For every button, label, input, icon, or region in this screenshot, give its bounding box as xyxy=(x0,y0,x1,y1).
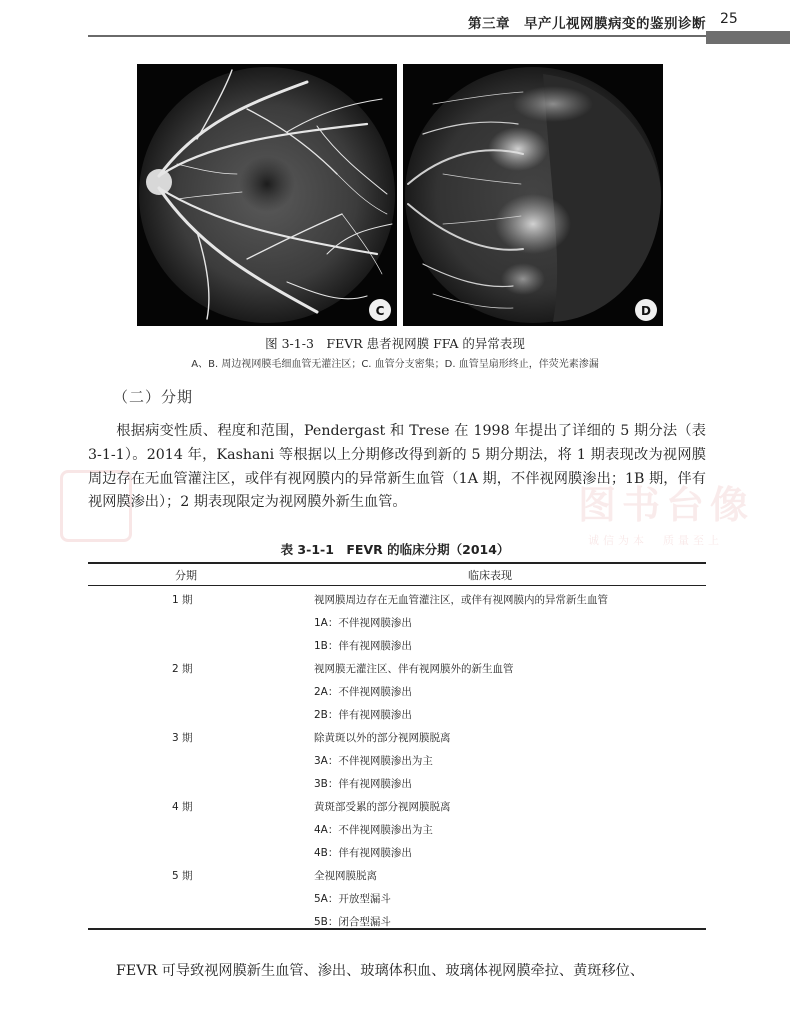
table-cell-stage: 5 期 xyxy=(172,870,193,882)
table-row xyxy=(0,914,790,937)
table-top-rule xyxy=(88,562,706,564)
table-cell-clinical: 4B：伴有视网膜渗出 xyxy=(314,847,412,859)
table-cell-clinical: 5A：开放型漏斗 xyxy=(314,893,391,905)
table-row xyxy=(0,707,790,730)
fundus-image-c xyxy=(137,64,397,326)
fundus-c-graphic xyxy=(137,64,397,326)
table-row xyxy=(0,661,790,684)
table-cell-clinical: 3B：伴有视网膜渗出 xyxy=(314,778,412,790)
table-cell-clinical: 视网膜无灌注区、伴有视网膜外的新生血管 xyxy=(314,663,514,675)
watermark-text: 图书台像 xyxy=(578,482,755,527)
table-bottom-rule xyxy=(88,928,706,930)
table-cell-clinical: 1A：不伴视网膜渗出 xyxy=(314,617,412,629)
section-heading: （二）分期 xyxy=(113,388,194,406)
table-cell-clinical: 除黄斑以外的部分视网膜脱离 xyxy=(314,732,451,744)
table-row xyxy=(0,845,790,868)
table-cell-clinical: 黄斑部受累的部分视网膜脱离 xyxy=(314,801,451,813)
panel-c-label: C xyxy=(375,304,385,318)
watermark-slogan: 诚信为本 质量至上 xyxy=(588,534,723,547)
table-row xyxy=(0,753,790,776)
table-row xyxy=(0,776,790,799)
table-cell-stage: 1 期 xyxy=(172,594,193,606)
table-cell-clinical: 5B：闭合型漏斗 xyxy=(314,916,391,928)
panel-d-label: D xyxy=(641,304,651,318)
table-cell-clinical: 2A：不伴视网膜渗出 xyxy=(314,686,412,698)
table-row xyxy=(0,592,790,615)
table-title: 表 3-1-1 FEVR 的临床分期（2014） xyxy=(280,542,510,557)
running-header xyxy=(0,0,790,46)
table-row xyxy=(0,684,790,707)
table-header-rule xyxy=(88,585,706,586)
table-row xyxy=(0,730,790,753)
table-cell-stage: 3 期 xyxy=(172,732,193,744)
table-cell-stage: 4 期 xyxy=(172,801,193,813)
table-cell-clinical: 4A：不伴视网膜渗出为主 xyxy=(314,824,433,836)
table-row xyxy=(0,868,790,891)
fundus-image-d xyxy=(403,64,663,326)
continuation-text: FEVR 可导致视网膜新生血管、渗出、玻璃体积血、玻璃体视网膜牵拉、黄斑移位、 xyxy=(116,963,645,979)
table-header-stage: 分期 xyxy=(175,569,197,582)
header-rule xyxy=(88,35,706,37)
table-header-clinical: 临床表现 xyxy=(468,569,512,582)
table-cell-clinical: 2B：伴有视网膜渗出 xyxy=(314,709,412,721)
chapter-title: 第三章 早产儿视网膜病变的鉴别诊断 xyxy=(468,16,706,32)
header-tab-block xyxy=(706,31,790,44)
body-paragraph xyxy=(88,420,706,515)
fundus-d-graphic xyxy=(403,64,663,326)
table-cell-clinical: 全视网膜脱离 xyxy=(314,870,377,882)
table-cell-clinical: 视网膜周边存在无血管灌注区，或伴有视网膜内的异常新生血管 xyxy=(314,594,608,606)
figure-caption: 图 3-1-3 FEVR 患者视网膜 FFA 的异常表现 xyxy=(265,336,525,351)
table-row xyxy=(0,822,790,845)
table-cell-clinical: 3A：不伴视网膜渗出为主 xyxy=(314,755,433,767)
table-row xyxy=(0,799,790,822)
figure-subcaption: A、B. 周边视网膜毛细血管无灌注区；C. 血管分支密集；D. 血管呈扇形终止，伴荧光素渗漏 xyxy=(191,359,599,370)
table-cell-clinical: 1B：伴有视网膜渗出 xyxy=(314,640,412,652)
page-number: 25 xyxy=(720,11,738,27)
table-row xyxy=(0,638,790,661)
table-row xyxy=(0,891,790,914)
table-row xyxy=(0,615,790,638)
body-paragraph-text: 根据病变性质、程度和范围，Pendergast 和 Trese 在 1998 年提出了详细的 5 期分法（表 3-1-1）。2014 年，Kashani 等根据以上分期修改得到新的 5 期分期法，将 1 期表现改为视网膜周边存在无血管灌注区，或伴有视网膜内的异常新生血管（1A 期，不伴视网膜渗出；1B 期，伴有视网膜渗出）；2 期表现限定为视网膜外新生血管。 xyxy=(88,423,706,511)
table-cell-stage: 2 期 xyxy=(172,663,193,675)
